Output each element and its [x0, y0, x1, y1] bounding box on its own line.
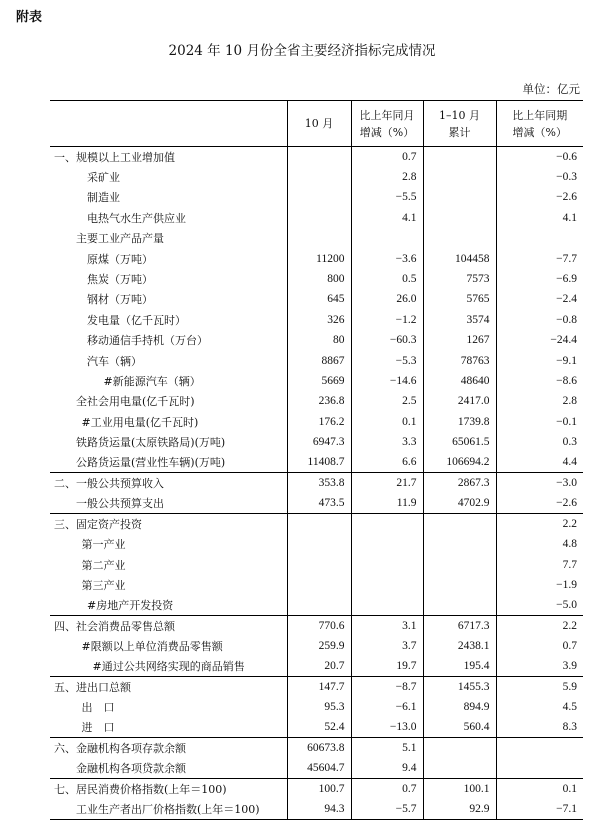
table-row: [50, 717, 583, 737]
page-title: 2024 年 10 月份全省主要经济指标完成情况: [168, 43, 436, 59]
table-row: [50, 514, 583, 534]
month-value: 100.7: [287, 779, 351, 799]
table-body: [50, 147, 583, 820]
cumulative-change: −1.9: [496, 575, 583, 595]
month-change: [351, 228, 423, 248]
cumulative-value: 3574: [423, 310, 496, 330]
month-value: 473.5: [287, 493, 351, 513]
indicator-label: 第二产业: [81, 558, 126, 572]
month-value: 176.2: [287, 412, 351, 432]
cumulative-change: 4.4: [496, 452, 583, 472]
cumulative-value: [423, 167, 496, 187]
month-change: [351, 514, 423, 534]
month-change: −5.7: [351, 799, 423, 819]
month-value: [287, 147, 351, 167]
cumulative-change: −8.6: [496, 371, 583, 391]
header-month: 10 月: [287, 101, 351, 147]
table-row: [50, 677, 583, 697]
month-value: [287, 514, 351, 534]
table-row: [50, 228, 583, 248]
month-change: 6.6: [351, 452, 423, 472]
cumulative-value: 1739.8: [423, 412, 496, 432]
cumulative-value: 560.4: [423, 717, 496, 737]
month-value: 147.7: [287, 677, 351, 697]
table-row: [50, 493, 583, 513]
month-value: 5669: [287, 371, 351, 391]
cumulative-change: [496, 228, 583, 248]
cumulative-value: 48640: [423, 371, 496, 391]
cumulative-change: 4.5: [496, 697, 583, 717]
table-row: [50, 452, 583, 472]
table-row: [50, 799, 583, 819]
table-row: [50, 615, 583, 635]
month-value: [287, 575, 351, 595]
month-value: [287, 534, 351, 554]
month-value: 8867: [287, 350, 351, 370]
indicator-label: 第三产业: [81, 578, 126, 592]
month-change: −8.7: [351, 677, 423, 697]
month-change: 5.1: [351, 738, 423, 758]
cumulative-value: 106694.2: [423, 452, 496, 472]
table-row: [50, 187, 583, 207]
indicator-label: 金融机构各项贷款余额: [76, 762, 186, 776]
indicator-label: 发电量（亿千瓦时）: [87, 313, 186, 327]
header-month-change: 比上年同月 增减（%）: [351, 101, 423, 147]
indicator-label: 三、固定资产投资: [50, 514, 287, 534]
indicator-label: 钢材（万吨）: [87, 293, 153, 307]
indicator-label: 出 口: [81, 701, 115, 715]
indicator-label: 采矿业: [87, 171, 120, 185]
cumulative-change: [496, 758, 583, 778]
cumulative-value: 78763: [423, 350, 496, 370]
table-row: [50, 371, 583, 391]
cumulative-value: 2438.1: [423, 636, 496, 656]
month-change: 0.5: [351, 269, 423, 289]
indicator-label: #新能源汽车（辆）: [103, 374, 201, 388]
cumulative-change: [496, 738, 583, 758]
month-change: 2.8: [351, 167, 423, 187]
cumulative-value: 6717.3: [423, 615, 496, 635]
table-row: [50, 248, 583, 268]
indicator-label: 移动通信手持机（万台）: [87, 334, 208, 348]
month-change: 0.7: [351, 779, 423, 799]
month-change: −5.5: [351, 187, 423, 207]
cumulative-change: −2.4: [496, 289, 583, 309]
month-change: 3.3: [351, 432, 423, 452]
indicator-label: 一般公共预算支出: [76, 497, 164, 511]
cumulative-value: [423, 554, 496, 574]
table-row: [50, 534, 583, 554]
table-row: [50, 656, 583, 676]
month-value: 6947.3: [287, 432, 351, 452]
indicator-label: 第一产业: [81, 538, 126, 552]
indicator-label: 七、居民消费价格指数(上年＝100): [50, 779, 287, 799]
cumulative-value: [423, 514, 496, 534]
cumulative-change: −24.4: [496, 330, 583, 350]
month-value: [287, 595, 351, 615]
cumulative-change: −0.6: [496, 147, 583, 167]
month-change: 3.1: [351, 615, 423, 635]
month-change: 19.7: [351, 656, 423, 676]
indicator-label: 制造业: [87, 191, 120, 205]
cumulative-change: −2.6: [496, 187, 583, 207]
table-row: [50, 575, 583, 595]
cumulative-value: [423, 738, 496, 758]
cumulative-change: −0.1: [496, 412, 583, 432]
table-row: [50, 350, 583, 370]
header-indicator: [50, 101, 287, 147]
month-value: [287, 228, 351, 248]
indicator-label: 四、社会消费品零售总额: [50, 615, 287, 635]
table-row: [50, 636, 583, 656]
cumulative-value: 5765: [423, 289, 496, 309]
month-change: −1.2: [351, 310, 423, 330]
cumulative-change: −0.8: [496, 310, 583, 330]
month-value: 52.4: [287, 717, 351, 737]
cumulative-change: 5.9: [496, 677, 583, 697]
cumulative-change: 4.8: [496, 534, 583, 554]
month-change: 11.9: [351, 493, 423, 513]
table-row: [50, 147, 583, 167]
cumulative-change: 8.3: [496, 717, 583, 737]
table-header-row: [50, 101, 583, 147]
month-value: 236.8: [287, 391, 351, 411]
cumulative-change: −2.6: [496, 493, 583, 513]
indicator-label: 全社会用电量(亿千瓦时): [76, 395, 195, 409]
cumulative-value: 195.4: [423, 656, 496, 676]
cumulative-change: 0.1: [496, 779, 583, 799]
cumulative-change: −0.3: [496, 167, 583, 187]
table-row: [50, 738, 583, 758]
cumulative-value: 92.9: [423, 799, 496, 819]
month-change: 3.7: [351, 636, 423, 656]
indicator-label: 一、规模以上工业增加值: [54, 150, 175, 164]
table-row: [50, 595, 583, 615]
month-change: 26.0: [351, 289, 423, 309]
month-value: [287, 554, 351, 574]
month-change: 0.1: [351, 412, 423, 432]
month-value: 11200: [287, 248, 351, 268]
cumulative-value: [423, 595, 496, 615]
indicator-label: 五、进出口总额: [50, 677, 287, 697]
table-row: [50, 391, 583, 411]
cumulative-value: 2867.3: [423, 473, 496, 493]
cumulative-value: [423, 208, 496, 228]
cumulative-value: 1267: [423, 330, 496, 350]
indicator-label: #通过公共网络实现的商品销售: [92, 660, 245, 674]
indicator-label: 工业生产者出厂价格指数(上年＝100): [76, 802, 260, 816]
indicator-label: 电热气水生产供应业: [87, 211, 186, 225]
cumulative-change: −5.0: [496, 595, 583, 615]
indicator-label: #工业用电量(亿千瓦时): [81, 415, 199, 429]
cumulative-change: 3.9: [496, 656, 583, 676]
month-value: 645: [287, 289, 351, 309]
indicator-label: 二、一般公共预算收入: [50, 473, 287, 493]
table-row: [50, 269, 583, 289]
cumulative-value: 2417.0: [423, 391, 496, 411]
table-row: [50, 167, 583, 187]
cumulative-value: [423, 147, 496, 167]
month-change: −13.0: [351, 717, 423, 737]
month-change: −60.3: [351, 330, 423, 350]
cumulative-change: 0.7: [496, 636, 583, 656]
month-value: 259.9: [287, 636, 351, 656]
month-change: 9.4: [351, 758, 423, 778]
cumulative-change: 7.7: [496, 554, 583, 574]
indicator-label: #房地产开发投资: [87, 599, 174, 613]
cumulative-change: 0.3: [496, 432, 583, 452]
month-value: 45604.7: [287, 758, 351, 778]
month-value: [287, 167, 351, 187]
month-change: [351, 575, 423, 595]
indicator-label: 汽车（辆）: [87, 354, 142, 368]
table-row: [50, 473, 583, 493]
table-row: [50, 697, 583, 717]
indicator-label: #限额以上单位消费品零售额: [81, 640, 223, 654]
cumulative-change: −7.7: [496, 248, 583, 268]
month-value: 20.7: [287, 656, 351, 676]
month-change: −14.6: [351, 371, 423, 391]
table-row: [50, 779, 583, 799]
table-row: [50, 208, 583, 228]
month-change: 2.5: [351, 391, 423, 411]
month-change: −3.6: [351, 248, 423, 268]
cumulative-value: 1455.3: [423, 677, 496, 697]
indicator-label: 进 口: [81, 721, 115, 735]
month-change: −5.3: [351, 350, 423, 370]
table-row: [50, 432, 583, 452]
cumulative-change: −7.1: [496, 799, 583, 819]
cumulative-change: 2.8: [496, 391, 583, 411]
indicator-label: 六、金融机构各项存款余额: [50, 738, 287, 758]
indicator-table: [50, 100, 583, 820]
indicator-label: 主要工业产品产量: [76, 232, 164, 246]
table-row: [50, 310, 583, 330]
month-change: [351, 534, 423, 554]
table-row: [50, 554, 583, 574]
cumulative-change: 4.1: [496, 208, 583, 228]
month-change: [351, 554, 423, 574]
month-value: 80: [287, 330, 351, 350]
indicator-label: 焦炭（万吨）: [87, 273, 153, 287]
month-change: 21.7: [351, 473, 423, 493]
cumulative-value: [423, 534, 496, 554]
month-change: −6.1: [351, 697, 423, 717]
cumulative-value: [423, 758, 496, 778]
month-value: 60673.8: [287, 738, 351, 758]
month-change: 4.1: [351, 208, 423, 228]
cumulative-change: −9.1: [496, 350, 583, 370]
table-row: [50, 330, 583, 350]
month-value: 95.3: [287, 697, 351, 717]
header-cumulative-change: 比上年同期 增减（%）: [496, 101, 583, 147]
header-cumulative: 1–10 月 累计: [423, 101, 496, 147]
cumulative-value: 100.1: [423, 779, 496, 799]
month-value: 770.6: [287, 615, 351, 635]
cumulative-value: [423, 575, 496, 595]
table-row: [50, 758, 583, 778]
indicator-label: 铁路货运量(太原铁路局)(万吨): [76, 436, 226, 450]
cumulative-change: −6.9: [496, 269, 583, 289]
month-value: [287, 208, 351, 228]
month-value: 94.3: [287, 799, 351, 819]
indicator-label: 公路货运量(营业性车辆)(万吨): [76, 456, 226, 470]
indicator-label: 原煤（万吨）: [87, 252, 153, 266]
cumulative-change: 2.2: [496, 615, 583, 635]
month-value: [287, 187, 351, 207]
cumulative-value: 7573: [423, 269, 496, 289]
cumulative-value: [423, 187, 496, 207]
month-value: 800: [287, 269, 351, 289]
unit-label: 单位：亿元: [522, 82, 580, 96]
cumulative-value: 4702.9: [423, 493, 496, 513]
month-value: 326: [287, 310, 351, 330]
appendix-label: 附表: [16, 10, 43, 25]
cumulative-value: 104458: [423, 248, 496, 268]
cumulative-value: 65061.5: [423, 432, 496, 452]
month-change: 0.7: [351, 147, 423, 167]
month-change: [351, 595, 423, 615]
cumulative-value: 894.9: [423, 697, 496, 717]
cumulative-value: [423, 228, 496, 248]
cumulative-change: −3.0: [496, 473, 583, 493]
cumulative-change: 2.2: [496, 514, 583, 534]
table-row: [50, 289, 583, 309]
month-value: 11408.7: [287, 452, 351, 472]
table-row: [50, 412, 583, 432]
month-value: 353.8: [287, 473, 351, 493]
